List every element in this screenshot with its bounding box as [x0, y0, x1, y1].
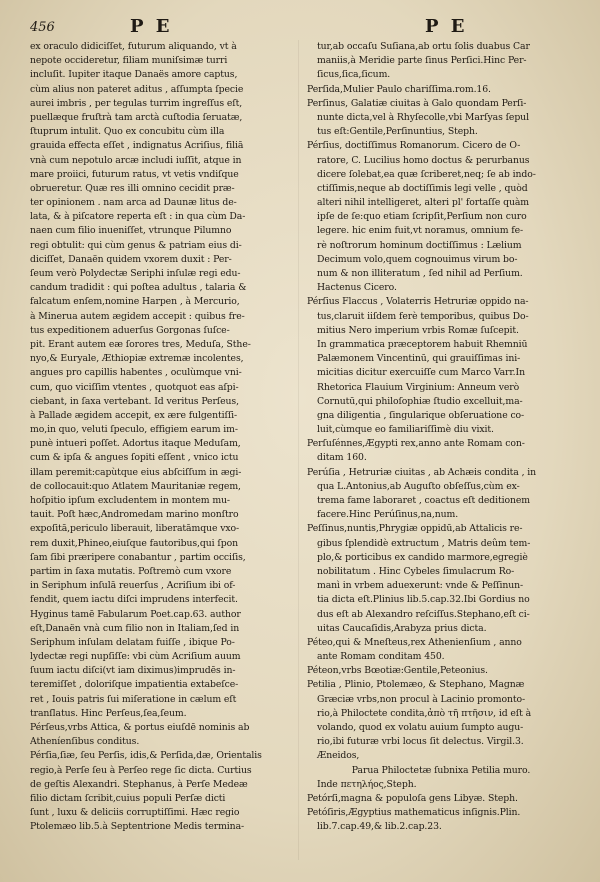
left-column-line: punè intueri poſſet. Adortus itaque Meduſam,	[30, 438, 241, 450]
left-column-line: diciſſet, Danaën quidem vxorem duxit : Per-	[30, 253, 232, 265]
left-column-line: ſunt , luxu & deliciis corruptiſſimi. Hæc regio	[30, 807, 240, 819]
right-column-line: Hactenus Cicero.	[317, 282, 397, 294]
right-column-line: Pérſius Flaccus , Volaterris Hetruriæ oppido na-	[307, 296, 529, 308]
right-column-line: nobilitatum . Hinc Cybeles ſimulacrum Ro-	[317, 565, 515, 577]
column-gutter	[298, 40, 299, 860]
left-column-line: à Pallade ægidem accepit, ex ære fulgentiſſi-	[30, 409, 238, 421]
right-column-line: alteri nihil intelligeret, alteri pl' fortaſſe quàm	[317, 197, 530, 209]
left-column-line: Pérſeus,vrbs Attica, & portus eiuſdē nominis ab	[30, 722, 250, 733]
right-column-line: rio,ibi futuræ vrbi locus ſit delectus. Virgil.3.	[317, 736, 524, 748]
page-number: 456	[30, 20, 55, 35]
right-column-line: rè noſtrorum hominum doctiſſimus : Lælium	[317, 239, 522, 251]
right-column-line: Rhetorica Flauium Virginium: Anneum verò	[317, 381, 520, 393]
left-column-line: lata, & à piſcatore reperta eſt : in qua cùm Da-	[30, 211, 246, 223]
right-column-line: volando, quod ex volatu auium ſumpto augu-	[317, 722, 524, 733]
left-column-line: tranſlatus. Hinc Perſeus,ſea,ſeum.	[30, 707, 187, 719]
left-column-line: pit. Erant autem eæ ſorores tres, Meduſa, Sthe-	[30, 338, 251, 350]
left-column-line: eſt,Danaën vnà cum filio non in Italiam,ſed in	[30, 622, 240, 634]
right-column-line: ante Romam conditam 450.	[317, 651, 445, 663]
right-column-line: legere. hic enim fuit,vt noramus, omnium fe-	[317, 225, 524, 237]
right-column-line: luit,cùmque eo familiariſſimè diu vixit.	[317, 424, 494, 436]
right-column-line: Péteon,vrbs Bœotiæ:Gentile,Peteonius.	[307, 665, 488, 677]
right-column-line: Æneidos,	[317, 750, 360, 762]
left-column-line: incluſit. Iupiter itaque Danaës amore captus,	[30, 69, 238, 81]
right-column-line: Decimum volo,quem cognouimus virum bo-	[317, 253, 518, 265]
right-column-line: Perúſia , Hetruriæ ciuitas , ab Achæis condita , in	[307, 466, 537, 478]
right-column-line: Petóſiris,Ægyptius mathematicus inſignis.Plin.	[307, 807, 521, 819]
left-column-line: hoſpitio ipſum excludentem in montem mu-	[30, 495, 230, 506]
left-column-line: illam peremit:capùtque eius abſciſſum in ægi-	[30, 466, 242, 478]
right-column-line: ratore, C. Lucilius homo doctus & perurbanus	[317, 154, 530, 166]
left-column-line: mo,in quo, veluti ſpeculo, effigiem earum im-	[30, 424, 238, 436]
left-column-line: puellæque fruſtrà tam arctà cuſtodia ſeruatæ,	[30, 111, 243, 123]
left-column-line: ex oraculo didiciſſet, futurum aliquando, vt à	[30, 41, 237, 52]
right-column-line: rio,à Philoctete condita,ἀπὸ τῆ πτῆσιν, id eſt à	[317, 707, 532, 719]
right-column-line: gna diligentia , ſingularique obſeruatione co-	[317, 409, 525, 421]
right-column-line: Parua Philoctetæ ſubnixa Petilia muro.	[351, 764, 531, 776]
left-column-line: grauida effecta eſſet , indignatus Acriſius, filiā	[30, 140, 244, 152]
left-column-line: de collocauit:quo Atlatem Mauritaniæ regem,	[30, 480, 241, 492]
right-column-line: lib.7.cap.49,& lib.2.cap.23.	[317, 821, 442, 833]
right-column-line: ſicus,ſica,ſicum.	[317, 69, 391, 81]
left-column-line: Ptolemæo lib.5.à Septentrione Medis termina-	[30, 821, 245, 833]
right-column-line: Perſuſénnes,Ægypti rex,anno ante Romam con-	[307, 438, 525, 450]
right-column-line: ctiſſimis,neque ab doctiſſimis legi velle , quòd	[317, 182, 528, 194]
right-column-line: dicere ſolebat,ea quæ ſcriberet,neq; ſe ab indo-	[317, 168, 536, 180]
left-column-line: Atheníenſibus conditus.	[30, 736, 140, 748]
left-column-line: Hyginus tamē Fabularum Poet.cap.63. author	[30, 608, 241, 620]
left-column-line: lydectæ regi nupſiſſe: vbi cùm Acriſium auum	[30, 651, 241, 663]
right-column-line: ditam 160.	[317, 452, 367, 464]
left-column-line: falcatum enſem,nomine Harpen , à Mercurio,	[30, 296, 240, 308]
left-column-line: de geſtis Alexandri. Stephanus, à Perſe Medeæ	[30, 778, 248, 790]
left-column-line: filio dictam ſcribit,cuius populi Perſæ dicti	[30, 792, 226, 804]
left-column-line: nyo,& Euryale, Æthiopiæ extremæ incolentes,	[30, 353, 244, 365]
left-column-line: cum & ipſa & angues ſopiti eſſent , vnico ictu	[30, 452, 239, 464]
right-column-line: tia dicta eſt.Plinius lib.5.cap.32.Ibi Gordius no	[317, 594, 530, 606]
left-column-line: ret , Iouis patris ſui miſeratione in cælum eſt	[30, 693, 237, 705]
left-column-line: obrueretur. Quæ res illi omnino cecidit præ-	[30, 182, 235, 194]
right-column-line: Perſida,Mulier Paulo chariſſima.rom.16.	[307, 83, 491, 95]
left-column-line: mare proiici, futurum ratus, vt vetis vndiſque	[30, 168, 239, 180]
left-column-line: expoſitā,periculo liberauit, liberatāmque vxo-	[30, 523, 240, 535]
right-column-line: gibus ſplendidè extructum , Matris deûm tem-	[317, 537, 531, 549]
left-column-line: ſtuprum intulit. Quo ex concubitu cùm illa	[30, 126, 225, 138]
right-column-line: tus eſt:Gentile,Perſinuntius, Steph.	[317, 126, 478, 138]
right-column-line: Palæmonem Vincentinū, qui grauiſſimas ini-	[317, 353, 521, 365]
left-column-line: ſeum verò Polydectæ Seriphi inſulæ regi edu-	[30, 268, 241, 279]
left-column	[30, 40, 292, 835]
running-header	[30, 16, 575, 42]
left-column-line: regi obtulit: qui cùm genus & patriam eius di-	[30, 239, 242, 251]
left-column-line: candum tradidit : qui poſtea adultus , talaria &	[30, 282, 247, 294]
left-column-line: à Minerua autem ægidem accepit : quibus fre-	[30, 310, 245, 322]
right-column-line: Petórſi,magna & populoſa gens Libyæ. Steph.	[307, 792, 518, 804]
left-column-line: vnà cum nepotulo arcæ includi iuſſit, atque in	[30, 154, 242, 166]
left-column-line: Seriphum inſulam delatam fuiſſe , ibique Po-	[30, 636, 235, 648]
left-column-line: tus expeditionem aduerſus Gorgonas ſuſce-	[30, 324, 230, 336]
left-column-line: naen cum filio inueniſſet, vtrunque Pilumno	[30, 225, 232, 237]
right-column	[307, 40, 575, 835]
left-column-line: in Seriphum inſulā reuerſus , Acriſium ibi of-	[30, 580, 236, 592]
right-column-line: maniis,à Meridie parte ſinus Perſici.Hinc Per-	[317, 55, 527, 67]
left-column-line: aurei imbris , per tegulas turrim ingreſſus eſt,	[30, 97, 243, 109]
left-column-line: ſuum iactu diſci(vt iam diximus)imprudēs in-	[30, 665, 236, 677]
left-column-line: nepote occideretur, filiam muniſsimæ turri	[30, 55, 228, 67]
left-column-line: teremiſſet , doloriſque impatientia extabeſce-	[30, 679, 239, 691]
left-column-line: regio,à Perſe ſeu à Perſeo rege ſic dicta. Curtius	[30, 764, 252, 776]
right-column-line: manì in vrbem aduexerunt: vnde & Peſſinun-	[317, 580, 524, 592]
right-column-line: tus,claruit iiſdem ferè temporibus, quibus Do-	[317, 310, 529, 322]
right-column-line: Petilia , Plinio, Ptolemæo, & Stephano, Magnæ	[307, 679, 525, 691]
left-column-line: Pérſia,ſiæ, ſeu Perſis, idis,& Perſida,dæ, Orientalis	[30, 750, 262, 762]
right-column-line: micitias dicitur exercuiſſe cum Marco Varr.In	[317, 367, 525, 379]
right-column-line: Péteo,qui & Mneſteus,rex Athenienſium , anno	[307, 636, 522, 648]
right-column-line: nunte dicta,vel à Rhyſecolle,vbi Marſyas ſepul	[317, 111, 529, 123]
left-column-line: cum, quo viciſſim vtentes , quotquot eas aſpi-	[30, 381, 239, 393]
left-column-line: ter opinionem . nam arca ad Daunæ litus de-	[30, 197, 237, 209]
left-column-line: ciebant, in ſaxa vertebant. Id veritus Perſeus,	[30, 395, 239, 407]
left-column-line: partim in ſaxa mutatis. Poſtremò cum vxore	[30, 565, 232, 577]
right-column-line: uitas Caucaſidis,Arabyza prius dicta.	[317, 622, 487, 634]
right-column-line: Pérſius, doctiſſimus Romanorum. Cicero de O-	[307, 140, 521, 152]
right-column-line: dus eſt ab Alexandro reſciſſus.Stephano,eſt ci-	[317, 608, 530, 620]
right-column-line: Cornutū,qui philoſophiæ ſtudio excelluit,ma-	[317, 395, 523, 407]
right-column-line: Perſinus, Galatiæ ciuitas à Galo quondam Perſi-	[307, 97, 527, 109]
left-column-line: ſam ſibi præripere conabantur , partim occiſis,	[30, 551, 246, 563]
right-column-line: qua L.Antonius,ab Auguſto obſeſſus,cùm ex-	[317, 480, 520, 492]
right-column-line: trema fame laboraret , coactus eſt deditionem	[317, 495, 530, 506]
left-column-line: rem duxit,Phineo,eiuſque fautoribus,qui ſpon	[30, 537, 238, 549]
right-column-line: facere.Hinc Perúſinus,na,num.	[317, 509, 459, 521]
left-column-line: tauit. Poſt hæc,Andromedam marino monſtro	[30, 509, 239, 521]
left-column-line: angues pro capillis habentes , oculùmque vni-	[30, 367, 242, 379]
left-column-line: fendit, quem iactu diſci imprudens interfecit.	[30, 594, 238, 606]
right-column-line: plo,& porticibus ex candido marmore,egregiè	[317, 551, 528, 563]
left-column-line: cùm alius non pateret aditus , aſſumpta ſpecie	[30, 83, 244, 95]
right-column-line: Græciæ vrbs,non procul à Lacinio promonto-	[317, 693, 526, 705]
left-running-head: P E	[130, 16, 173, 37]
right-column-line: tur,ab occaſu Suſiana,ab ortu ſolis duabus Car	[317, 41, 530, 52]
right-column-line: In grammatica præceptorem habuit Rhemniū	[317, 338, 528, 350]
right-column-line: Peſſinus,nuntis,Phrygiæ oppidū,ab Attalicis re-	[307, 523, 523, 535]
right-column-line: Inde πετηλήος,Steph.	[317, 778, 417, 790]
right-running-head: P E	[425, 16, 468, 37]
right-column-line: mitius Nero imperium vrbis Romæ ſuſcepit.	[317, 324, 519, 336]
right-column-line: ipſe de ſe:quo etiam ſcripſit,Perſium non curo	[317, 211, 527, 223]
right-column-line: num & non illiteratum , ſed nihil ad Perſium.	[317, 268, 523, 279]
